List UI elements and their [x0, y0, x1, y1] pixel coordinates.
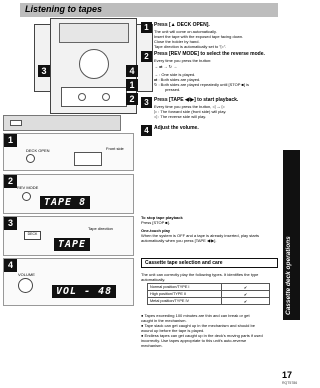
step-heading: Press [▲ DECK OPEN]. [154, 22, 210, 28]
tape-type-check: ✔ [222, 298, 270, 305]
panel-step-number: 4 [4, 259, 17, 272]
tape-type-table [147, 283, 270, 305]
care-bullet: ● Tape slack can get caught up in the mechanism and should be [141, 323, 255, 328]
panel-step-number: 1 [4, 134, 17, 147]
step-line: pressed. [165, 87, 181, 92]
selection-intro-line: The unit can correctly play the following types. It identifies the type [141, 272, 259, 277]
tape-type-label: Normal position/TYPE I [148, 284, 222, 291]
step-heading: Press [TAPE ◀/▶] to start playback. [154, 97, 239, 103]
cassette-reel-left [78, 93, 86, 101]
step-line: The unit will come on automatically. [154, 29, 217, 34]
callout-3: 3 [38, 65, 50, 77]
volume-knob-icon [18, 278, 33, 293]
step-line: Tape direction is automatically set to "▷". [154, 44, 227, 49]
cassette-deck [61, 87, 127, 107]
stop-heading: To stop tape playback [141, 215, 183, 220]
front-panel-button [10, 120, 22, 126]
step-number: 2 [141, 51, 152, 62]
panel-step-3 [3, 216, 134, 256]
volume-label: VOLUME [18, 272, 35, 277]
step-line: Every time you press the button: [154, 58, 212, 63]
step-heading: Adjust the volume. [154, 125, 199, 131]
panel-step-number: 3 [4, 217, 17, 230]
step-heading: Press [REV MODE] to select the reverse mode. [154, 51, 265, 57]
lcd-display [54, 238, 90, 251]
callout-2: 2 [126, 93, 138, 105]
callout-4: 4 [126, 65, 138, 77]
deck-open-label: DECK OPEN [26, 148, 50, 153]
stop-text: Press [STOP ■]. [141, 220, 170, 225]
left-speaker [34, 24, 51, 92]
section-title: Listening to tapes [25, 4, 103, 14]
tape-type-label: High position/TYPE II [148, 291, 222, 298]
front-side-label: Front side [106, 146, 124, 151]
step-line: Every time you press the button, ◁ ↔ ▷ [154, 104, 225, 109]
document-code: RQT5786 [282, 381, 298, 385]
care-bullet: ● Tapes exceeding 100 minutes are thin and can break or get [141, 313, 250, 318]
tape-type-label: Metal position/TYPE IV [148, 298, 222, 305]
one-touch-line: When the system is OFF and a tape is already inserted, play starts [141, 233, 260, 238]
front-panel-strip [3, 115, 121, 131]
panel-step-2 [3, 174, 134, 214]
section-title-bar [20, 3, 278, 17]
deck-button-icon [24, 231, 41, 240]
tape-direction-label: Tape direction [88, 226, 113, 231]
panel-step-1 [3, 133, 134, 171]
step-line: Close the holder by hand. [154, 39, 200, 44]
panel-step-number: 2 [4, 175, 17, 188]
cassette-tape-icon [74, 152, 102, 166]
care-bullet: mechanism. [141, 343, 163, 348]
page-number: 17 [282, 370, 293, 380]
care-bullet: wound up before the tape is played. [141, 328, 205, 333]
one-touch-line: automatically when you press [TAPE ◀/▶]. [141, 238, 217, 243]
step-line: Insert the tape with the exposed tape facing down. [154, 34, 244, 39]
care-bullet: ● Endless tapes can get caught up in the deck's moving parts if used [141, 333, 263, 338]
deck-button-label: DECK [27, 232, 38, 236]
rev-mode-button-icon [22, 192, 31, 201]
table-row [148, 291, 270, 298]
tape-type-check: ✔ [222, 291, 270, 298]
tape-type-check: ✔ [222, 284, 270, 291]
lcd-display [40, 196, 90, 209]
cd-tray [79, 49, 109, 79]
care-bullet: incorrectly. Use tapes appropriate to this unit's auto-reverse [141, 338, 247, 343]
lcd-indicator: 8 [79, 197, 87, 208]
selection-intro-line: automatically. [141, 277, 166, 282]
deck-open-button-icon [26, 154, 35, 163]
display-panel [59, 23, 129, 43]
step-number: 1 [141, 22, 152, 33]
lcd-text: VOL - 48 [56, 286, 113, 297]
lcd-text: TAPE [58, 239, 87, 250]
chapter-side-label: Cassette deck operations [285, 236, 292, 315]
step-number: 4 [141, 125, 152, 136]
table-row [148, 298, 270, 305]
one-touch-heading: One-touch play [141, 228, 171, 233]
panel-step-4 [3, 258, 134, 306]
cassette-reel-right [102, 93, 110, 101]
step-line: ↻ : Both sides are played repeatedly until [STOP ■] is [154, 82, 250, 87]
step-line: ⇄ : Both sides are played. [154, 77, 201, 82]
table-row [148, 284, 270, 291]
step-line: → : One side is played. [154, 72, 196, 77]
lcd-text: TAPE [44, 197, 73, 208]
care-bullet: caught in the mechanism. [141, 318, 187, 323]
step-number: 3 [141, 97, 152, 108]
rev-mode-label: REV MODE [17, 185, 39, 190]
step-line: ▷ : The forward side (front side) will play. [154, 109, 227, 114]
step-line: ◁ : The reverse side will play. [154, 114, 207, 119]
stereo-system-illustration [50, 18, 137, 114]
callout-1: 1 [126, 79, 138, 91]
mode-cycle: → ⇄ → ↻ → [154, 64, 178, 69]
lcd-display [52, 285, 116, 298]
tape-selection-heading: Cassette tape selection and care [141, 258, 278, 268]
